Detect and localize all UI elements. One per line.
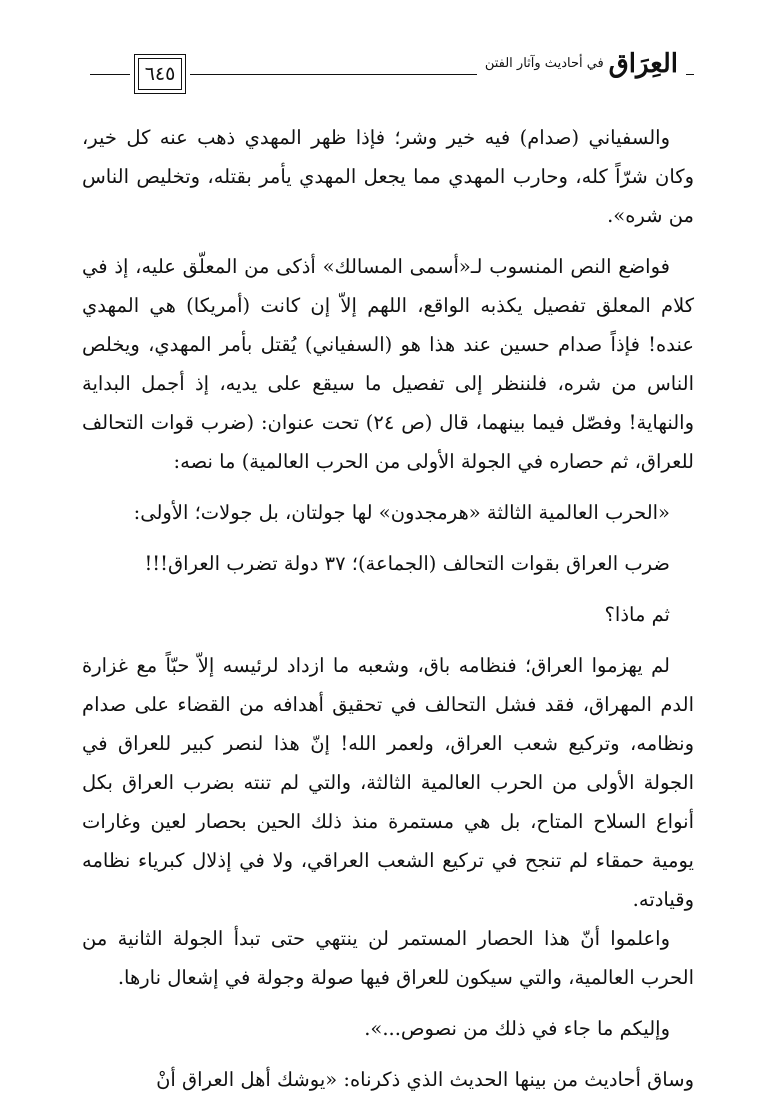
paragraph-2: فواضع النص المنسوب لـ«أسمى المسالك» أذكى من المعلّق عليه، إذ في كلام المعلق تفصيل يكذبه الواقع، اللهم إلاّ إن كانت (أمريكا) هي المهدي عنده! فإذاً صدام حسين عند هذا هو (السفياني) يُقتل بأمر المهدي، ويخلص الناس من شره، فلننظر إلى تفصيل ما سيقع على يديه، إذ أجمل البداية والنهاية! وفصّل فيما بينهما، قال (ص ٢٤) تحت عنوان: (ضرب قوات التحالف للعراق، ثم حصاره في الجولة الأولى من الحرب العالمية) ما نصه:: [82, 255, 694, 473]
paragraph-4: واعلموا أنّ هذا الحصار المستمر لن ينتهي حتى تبدأ الجولة الثانية من الحرب العالمية، والتي سيكون للعراق فيها صولة وجولة في إشعال نارها.: [82, 927, 694, 989]
page-number-box: [134, 54, 186, 94]
quote-line-1: «الحرب العالمية الثالثة «هرمجدون» لها جولتان، بل جولات؛ الأولى:: [133, 501, 670, 524]
quote-line-2: ضرب العراق بقوات التحالف (الجماعة)؛ ٣٧ دولة تضرب العراق!!!: [144, 552, 670, 575]
paragraph-3: لم يهزموا العراق؛ فنظامه باق، وشعبه ما ازداد لرئيسه إلاّ حبّاً مع غزارة الدم المهراق، فقد فشل التحالف في تحقيق أهدافه من القضاء على صدام ونظامه، وتركيع شعب العراق، ولعمر الله! إنّ هذا لنصر كبير للعراق في الجولة الأولى من الحرب العالمية الثالثة، والتي لم تنته بضرب العراق بكل أنواع السلاح المتاح، بل هي مستمرة منذ ذلك الحين بحصار لعين وغارات يومية حمقاء لم تنجح في تركيع الشعب العراقي، ولا في إذلال كبرياء نظامه وقيادته.: [82, 654, 694, 911]
header-rule-left: [90, 74, 130, 75]
running-title: [477, 48, 686, 79]
paragraph-6: وساق أحاديث من بينها الحديث الذي ذكرناه: «يوشك أهل العراق أنْ: [156, 1068, 694, 1091]
running-title-sub: في أحاديث وآثار الفتن: [484, 56, 604, 71]
page-header: [82, 48, 694, 98]
page-number: ٦٤٥: [144, 63, 176, 85]
paragraph-1: والسفياني (صدام) فيه خير وشر؛ فإذا ظهر المهدي ذهب عنه كل خير، وكان شرّاً كله، وحارب المهدي مما يجعل المهدي يأمر بقتله، وتخليص الناس من شره».: [82, 126, 694, 227]
quote-line-3: ثم ماذا؟: [604, 603, 670, 626]
paragraph-5: وإليكم ما جاء في ذلك من نصوص...».: [364, 1017, 670, 1040]
body-text: [82, 118, 694, 1099]
running-title-main: العِرَاق: [608, 49, 678, 79]
